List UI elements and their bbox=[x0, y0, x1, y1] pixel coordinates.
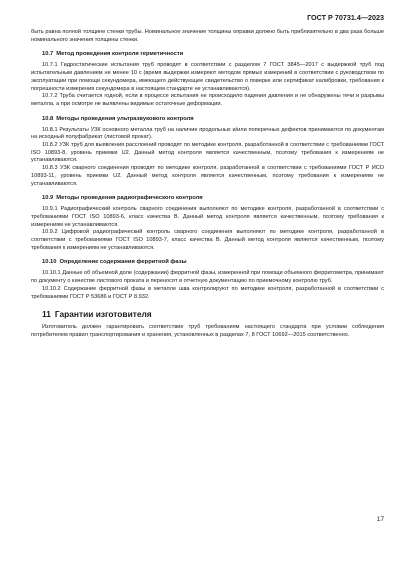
section-10-8-heading bbox=[31, 115, 384, 123]
paragraph-10-8-3: 10.8.3 УЗК сварного соединения проводят по методике контроля, разработанной в соответствии с требованиями ГОСТ Р ИСО 10893-11, уровень приемки U2. Данный метод контроля является качественным, поэтому требования к измерениям не устанавливаются. bbox=[31, 165, 384, 187]
paragraph-10-8-2: 10.8.2 УЗК труб для выявления расслоений проводят по методике контроля, разработанной в соответствии с требованиями ГОСТ ISO 10893-8, уровень приемки U2. Данный метод контроля является качественным, поэтому требования к измерениям не устанавливаются. bbox=[31, 142, 384, 164]
section-number: 10.8 bbox=[42, 115, 54, 122]
section-number: 10.10 bbox=[42, 259, 57, 266]
section-10-9-heading bbox=[31, 194, 384, 202]
section-10-7-heading bbox=[31, 50, 384, 58]
paragraph-10-10-1: 10.10.1 Данные об объемной доле (содержании) ферритной фазы, измеренной при помощи объемного ферритометра, принимают по документу о качестве листового проката и переносят в отчетную документацию по приемочному контролю труб. bbox=[31, 270, 384, 285]
paragraph-10-10-2: 10.10.2 Содержание ферритной фазы в металле шва контролируют по методике контроля, разработанной в соответствии с требованиями ГОСТ Р 53686 и ГОСТ Р 8.932. bbox=[31, 285, 384, 300]
paragraph-10-9-2: 10.9.2 Цифровой радиографический контроль сварного соединения выполняют по методике контроля, разработанной в соответствии с требованиями ГОСТ ISO 10893-7, класс качества В. Данный метод контроля является качественным, поэтому требования к измерениям не устанавливаются. bbox=[31, 229, 384, 251]
section-title: Метод проведения контроля герметичности bbox=[56, 51, 184, 58]
paragraph-10-7-2: 10.7.2 Труба считается годной, если в процессе испытания не происходило падения давления и не обнаружены течи и разрывы металла, а при осмотре не выявлены видимые остаточные деформации. bbox=[31, 93, 384, 107]
paragraph-10-7-1: 10.7.1 Гидростатические испытания труб проводят в соответствии с разделом 7 ГОСТ 3845—2017 с выдержкой труб под испытательным давлением не менее 10 с (время выдержки измеряют методом прямых измерений в соответствии с руководством по эксплуатации при помощи секундомера, имеющего действующее свидетельство о поверке или сертификат калибровки, требования к погрешности измерения секундомера в настоящем стандарте не устанавливаются). bbox=[31, 62, 384, 92]
section-title: Гарантии изготовителя bbox=[54, 309, 152, 320]
section-number: 11 bbox=[42, 309, 51, 320]
section-title: Определение содержания ферритной фазы bbox=[59, 259, 187, 266]
paragraph-10-8-1: 10.8.1 Результаты УЗК основного металла труб на наличие продольных и/или поперечных дефектов принимаются по документам на исходный полуфабрикат (листовой прокат). bbox=[31, 126, 384, 141]
section-10-10-heading bbox=[31, 258, 384, 266]
section-number: 10.7 bbox=[42, 51, 54, 58]
document-id: ГОСТ Р 70731.4—2023 bbox=[307, 13, 384, 22]
paragraph-11: Изготовитель должен гарантировать соответствие труб требованиям настоящего стандарта при условии соблюдения потребителем правил транспортирования и хранения, установленных в разделах 7, 8 ГОСТ 10692—2015 соответственно. bbox=[31, 324, 384, 338]
section-title: Методы проведения ультразвукового контроля bbox=[56, 115, 194, 122]
section-number: 10.9 bbox=[42, 195, 54, 202]
section-title: Методы проведения радиографического контроля bbox=[56, 195, 203, 202]
paragraph-10-9-1: 10.9.1 Радиографический контроль сварного соединения выполняют по методике контроля, разработанной в соответствии с требованиями ГОСТ ISO 10893-6, класс качества В. Данный метод контроля является качественным, поэтому требования к измерениям не устанавливаются. bbox=[31, 206, 384, 228]
page-number: 17 bbox=[376, 516, 384, 523]
section-11-heading bbox=[31, 309, 384, 320]
intro-paragraph: быть равна полной толщине стенки трубы. Номинальное значение толщины оправки должно быть приблизительно в два раза больше номинального значения толщины стенки. bbox=[31, 29, 384, 43]
